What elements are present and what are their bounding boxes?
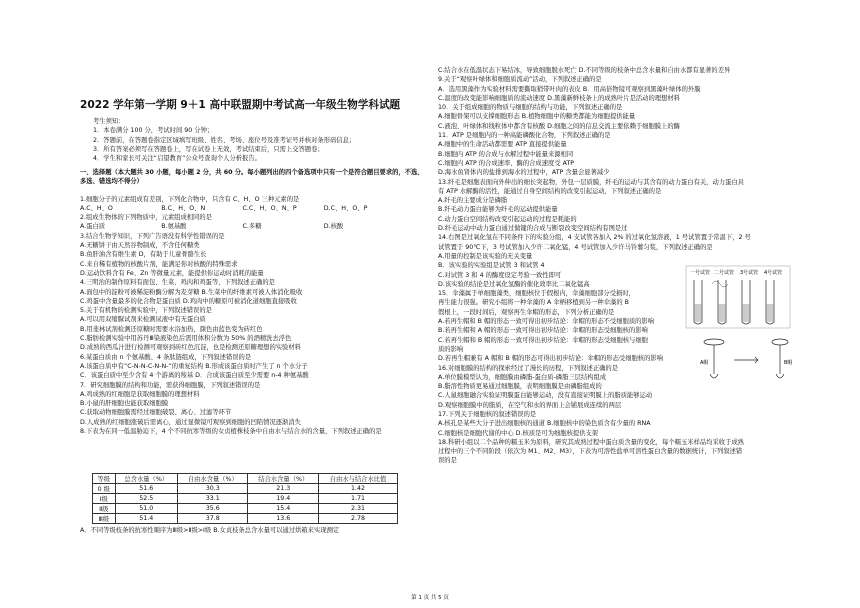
text-line: B.纤毛动力蛋白能够为纤毛的运动提供能量 (438, 206, 558, 214)
option: A.蛋白质 (80, 223, 106, 231)
acetabularia-diagram (700, 336, 792, 390)
question-2: 2.组成生物体的下列物质中，元素组成相同的是 (80, 214, 212, 222)
text-line: A.单位膜模型认为，细胞膜由磷脂-蛋白质-磷脂三层结构组成 (438, 373, 607, 381)
text-line: A.细胞骨架可以支撑细胞形态 B.植物细胞中的糖类都能为细胞提供能量 (438, 113, 636, 121)
text-line: B.细胞内 ATP 的合成与水解过程中能量来源相同 (438, 150, 574, 158)
text-line: 质的影响 (438, 345, 464, 353)
cap-b (772, 339, 788, 345)
table-row (93, 494, 398, 504)
text-line: 再生能力很强。研究小组将一种伞藻的 A 伞柄移植到另一种伞藻的 B (438, 299, 629, 307)
text-line: C.获取动物细胞膜需经过细胞破裂、离心、过滤等环节 (80, 409, 232, 417)
text-line: C.来自稀有植物的核酸片剂，能满足你对核酸的特殊需求 (80, 260, 238, 268)
text-line: B.脂溶性物质更易通过细胞膜，表明细胞膜是由磷脂组成的 (438, 383, 602, 391)
table-cell: 13.6 (248, 514, 319, 524)
text-line: B.小鼠的肝细胞也能获取细胞膜 (80, 400, 169, 408)
text-line: D.海水鱼肾体内的盐排到海水的过程中，ATP 含量会显著减少 (438, 169, 610, 177)
text-line: A.可以用双缩脲试剂来检测尿液中有无蛋白质 (80, 316, 206, 324)
text-line: D.若再生帽兼有 A 帽和 B 帽的形态可得出初步结论：伞帽的形态受细胞核的影响 (438, 355, 663, 363)
text-line: 3.结合生物学知识，下列广告语没有科学性错误的是 (80, 232, 225, 240)
table-header: 结合水含量（%） (248, 474, 319, 484)
table-cell: 15.4 (248, 504, 319, 514)
table-row (93, 514, 398, 524)
notice-line: 1．本卷满分 100 分，考试时间 90 分钟； (93, 127, 214, 135)
text-line: D.人成熟的红细胞涨破后需离心，通过显微镜可观察到细胞的凹陷情况逐渐消失 (80, 418, 301, 426)
tube-label: 4号试管 (764, 270, 783, 276)
table-row (93, 504, 398, 514)
water-content-table (92, 473, 398, 524)
table-cell: 2.31 (319, 504, 398, 514)
text-line: C.结合水在低温状态下易结冰，导致细胞脱水死亡 D.不同等级的枝条中总含水量和自由水都有显著的差异 (438, 67, 731, 74)
text-line: B.用斐林试剂检测还原糖时需要水浴加热，颜色由蓝色变为砖红色 (80, 325, 263, 333)
option: B.氨基酸 (161, 223, 187, 231)
table-cell: 33.1 (177, 494, 248, 504)
text-line: 16.对细胞膜的结构的探索经过了漫长的历程，下列叙述正确的是 (438, 364, 619, 372)
table-cell: 30.3 (177, 484, 248, 494)
text-line: A.核孔是某些大分子进出细胞核的通道 B.细胞核中的染色质含有少量的 RNA (438, 420, 651, 428)
table-cell: Ⅲ级 (93, 514, 116, 524)
text-line: 15．伞藻属于单细胞藻类，细胞核位于假根内，伞藻细胞部分受损时， (438, 290, 635, 298)
text-line: 有 ATP 水解酶的活性，能通过自身空间结构的改变引起运动，下列叙述正确的是 (438, 187, 662, 195)
text-line: B．该实验的实验组是试管 3 和试管 4 (438, 262, 545, 270)
text-line: A.若再生帽和 B 帽的形态一致可得出初步结论：伞帽的形态不受细胞质的影响 (438, 318, 655, 326)
cap-label: A帽 (700, 360, 709, 366)
tube-liquid (694, 304, 701, 322)
text-line: D.纤毛运动中动力蛋白通过做键的合成与断裂改变空间结构有图是过 (438, 225, 628, 233)
text-line: C.鸡蛋中含量最多的化合物是蛋白质 D.鸡肉中的糖原可被消化道细胞直接吸收 (80, 297, 297, 305)
text-line: C.动力蛋白空间结构改变引起运动的过程是耗能的 (438, 215, 577, 223)
notice-line: 考生须知： (93, 118, 125, 125)
text-line: A.无糖饼干由天然谷物制成，不含任何糖类 (80, 242, 200, 250)
rhizoid-b (776, 374, 784, 378)
text-line: B.鱼肝油含有维生素 D，有助于儿童骨骼生长 (80, 251, 207, 259)
table-cell: 0 级 (93, 484, 116, 494)
rhizoid-a (710, 374, 718, 378)
tube-liquid (766, 304, 773, 322)
option: D.核酸 (323, 223, 344, 231)
notice-line: 4．学生和家长可关注“启望教育”公众号查询个人分析报告。 (93, 155, 261, 163)
table-header: 自由水含量（%） (177, 474, 248, 484)
table-header: 总含水量（%） (115, 474, 177, 484)
table-cell: Ⅱ级 (93, 504, 116, 514)
page-footer: 第 1 页 共 5 页 (411, 595, 449, 601)
cap-label: B帽 (784, 360, 792, 366)
tube-label: 3号试管 (740, 270, 759, 276)
table-cell: 51.4 (115, 514, 177, 524)
text-line: C.温度的改变能影响细胞质的流动速度 D.黑藻新鲜枝条上的成熟叶片是活动的理想材料 (438, 94, 680, 102)
text-line: C．该蛋白质中至少含有 4 个游离的羧基 D．合成该蛋白质至少需要 n-4 种氨基酸 (80, 372, 309, 380)
tube-liquid (742, 304, 749, 322)
text-line: 试管置于 90℃下，3 号试管加入少许二氧化锰，4 号试管加入少许马铃薯匀浆，下列叙述正确的是 (438, 243, 713, 251)
text-line: A.该蛋白质中有“C-N-N-C-N-N-”的重复结构 B.形成该蛋白质时产生了 n 个水分子 (80, 362, 308, 370)
tube-label: 二号试管 (714, 270, 735, 276)
option: C.C、H、O、N、P (242, 204, 297, 212)
question-8: 8.下表为在同一低温胁迫下，4 个不同抗寒等级的女贞植株枝条中自由水与结合水的含量，下列叙述正确的是 (80, 428, 382, 436)
text-line: 9.关于“观察叶绿体和细胞质流动”活动，下列叙述正确的是 (438, 76, 602, 84)
text-line: 18.科研小组以二个品种的糯玉米为原料，研究其成熟过程中蛋白质含量的变化，每个糯玉米样品均采收于成熟 (438, 438, 744, 446)
text-line: 14.右图是过氧化氢在不同条件下的实验分组，4 支试管各加入 2% 的过氧化氢溶液，1 号试管置于常温下，2 号 (438, 234, 751, 242)
table-cell: 21.3 (248, 484, 319, 494)
text-line: C.脂肪检测实验中用苏丹Ⅲ染液染色后需用体积分数为 50% 的酒精洗去浮色 (80, 335, 292, 343)
text-line: D.运动饮料含有 Fe、Zn 等微量元素，能提供你运动时消耗的能量 (80, 269, 264, 277)
text-line: A.用量的控制是该实验的无关变量 (438, 252, 533, 260)
page-title: 2022 学年第一学期 9＋1 高中联盟期中考试高一年级生物学科试题 (80, 99, 401, 111)
option: D.C、H、O、P (323, 204, 368, 212)
text-line: 假根上，一段时间后，观察再生伞帽的形态，下列分析正确的是 (438, 308, 615, 316)
table-cell: 2.78 (319, 514, 398, 524)
notice-line: 3．所有答案必须写在答题卷上，写在试卷上无效，考试结束后，只需上交答题卷； (93, 145, 324, 153)
question-1: 1.细胞分子的元素组成有差别，下列化合物中，只含有 C、H、O 三种元素的是 (80, 195, 300, 203)
table-cell: 37.8 (177, 514, 248, 524)
text-line: C.人鼠细胞融合实验证明膜蛋白能够运动，没有直接证明膜上的脂质能够运动 (438, 392, 653, 400)
text-line: 4.三明治的制作原料有面包、生菜、鸡肉和鸡蛋等，下列叙述正确的是 (80, 279, 275, 287)
text-line: D.该实验的结论是过氧化氢酶的催化效率比二氧化锰高 (438, 280, 590, 288)
table-header: 自由水与结合水比值 (319, 474, 398, 484)
text-line: 误的是 (438, 457, 457, 465)
flame-icon (712, 281, 728, 287)
notice-line: 2．答题前，在答题卷指定区域填写班级、姓名、考场、座位号及准考证号并核对条形码信息； (93, 136, 356, 144)
table-cell: 52.5 (115, 494, 177, 504)
left-column (80, 168, 425, 436)
text-line: 6.某蛋白质由 n 个氨基酸、4 条肽链组成，下列叙述错误的是 (80, 353, 252, 361)
text-line: A.细胞中的生命活动都需要 ATP 直接提供能量 (438, 141, 567, 149)
table-cell: 1.42 (319, 484, 398, 494)
text-line: C.对试管 3 和 4 的酶度设定考验一致性即可 (438, 271, 562, 279)
text-line: 17.下列关于细胞核的叙述错误的是 (438, 410, 537, 418)
text-line: 过程中的三个不同阶段（依次为 M1、M2、M3），下表为可溶性盐单可溶性蛋白含量的数据统计，下列叙述错 (438, 448, 743, 456)
table-cell: 51.6 (115, 484, 177, 494)
text-line: C.细胞核是细胞代谢的中心 D.核质是可为细胞核提供支架 (438, 429, 599, 437)
text-line: A.纤毛的主要成分是磷脂 (438, 197, 508, 205)
test-tube-diagram (684, 262, 792, 334)
tube-liquid (718, 304, 725, 322)
table-cell: Ⅰ级 (93, 494, 116, 504)
table-cell: 51.0 (115, 504, 177, 514)
text-line: B.若再生帽和 A 帽的形态一致可得出初步结论：伞帽的形态受细胞核的影响 (438, 327, 648, 335)
text-line: C.若再生帽和 B 帽的形态一致可得出初步结论：伞帽的形态受细胞核与细胞 (438, 336, 648, 344)
text-line: 13.纤毛是细胞表面向外伸出的细长突起物，外包一层质膜，纤毛的运动与其含有的动力蛋白有关，动力蛋白具 (438, 178, 744, 186)
text-line: 5.关于有机物的检测实验中，下列叙述错误的是 (80, 307, 212, 315)
table-header-row (93, 474, 398, 484)
option: A.C、H、O (80, 204, 113, 212)
text-line: A.面包中的淀粉可被稀淀粉酶分解为麦芽糖 B.生菜中的纤维素可被人体消化吸收 (80, 288, 303, 296)
question-8-options: A．不同等级枝条的抗寒性顺序为Ⅲ级>Ⅱ级>Ⅰ级 B.女贞枝条总含水量可以通过烘箱来实现测定 (80, 527, 340, 534)
table-row (93, 484, 398, 494)
option: C.多糖 (242, 223, 262, 231)
table-header: 等级 (93, 474, 116, 484)
table-cell: 19.4 (248, 494, 319, 504)
text-line: D.成熟的西瓜汁进行检测可观察到砖红色沉淀，也是检测还原糖理想的实验材料 (80, 344, 301, 352)
section-heading: 一、选择题（本大题共 30 小题，每小题 2 分，共 60 分。每小题列出的四个备选项中只有一个是符合题目要求的，不选、多选、错选均不得分） (80, 169, 424, 186)
text-line: 10．关于组成细胞的物质与细胞的结构与功能，下列叙述正确的是 (438, 104, 623, 112)
cap-a (704, 339, 724, 345)
text-line: A．选用黑藻作为实验材料需要撕取稍带叶肉的表皮 B．用高倍物镜可观察到黑藻叶绿体的外膜 (438, 85, 701, 93)
text-line: C.液泡、叶绿体和线粒体中都含有核酸 D.细胞之间的信息交流主要依赖于细胞膜上的酶 (438, 122, 680, 130)
text-line: D.观察细胞膜中的脂质，在空气和水的界面上会铺展成连续的两层 (438, 401, 622, 409)
text-line: 7．研究细胞膜的结构和功能，需获得细胞膜，下列叙述错误的是 (80, 381, 261, 389)
q1-options (80, 204, 425, 213)
text-line: C.细胞内 ATP 的合成速率、酶的合成速度受 ATP (438, 159, 575, 167)
text-line: A.鸡成熟的红细胞是获取细胞膜的理想材料 (80, 390, 200, 398)
table-cell: 1.71 (319, 494, 398, 504)
text-line: 11．ATP 是细胞内的一种高能磷酸化合物，下列叙述正确的是 (438, 132, 611, 140)
q2-options (80, 222, 425, 231)
option: B.C、H、O、N (161, 204, 206, 212)
tube-label: 一号试管 (690, 270, 711, 276)
exam-notice (93, 117, 423, 163)
table-cell: 35.6 (177, 504, 248, 514)
